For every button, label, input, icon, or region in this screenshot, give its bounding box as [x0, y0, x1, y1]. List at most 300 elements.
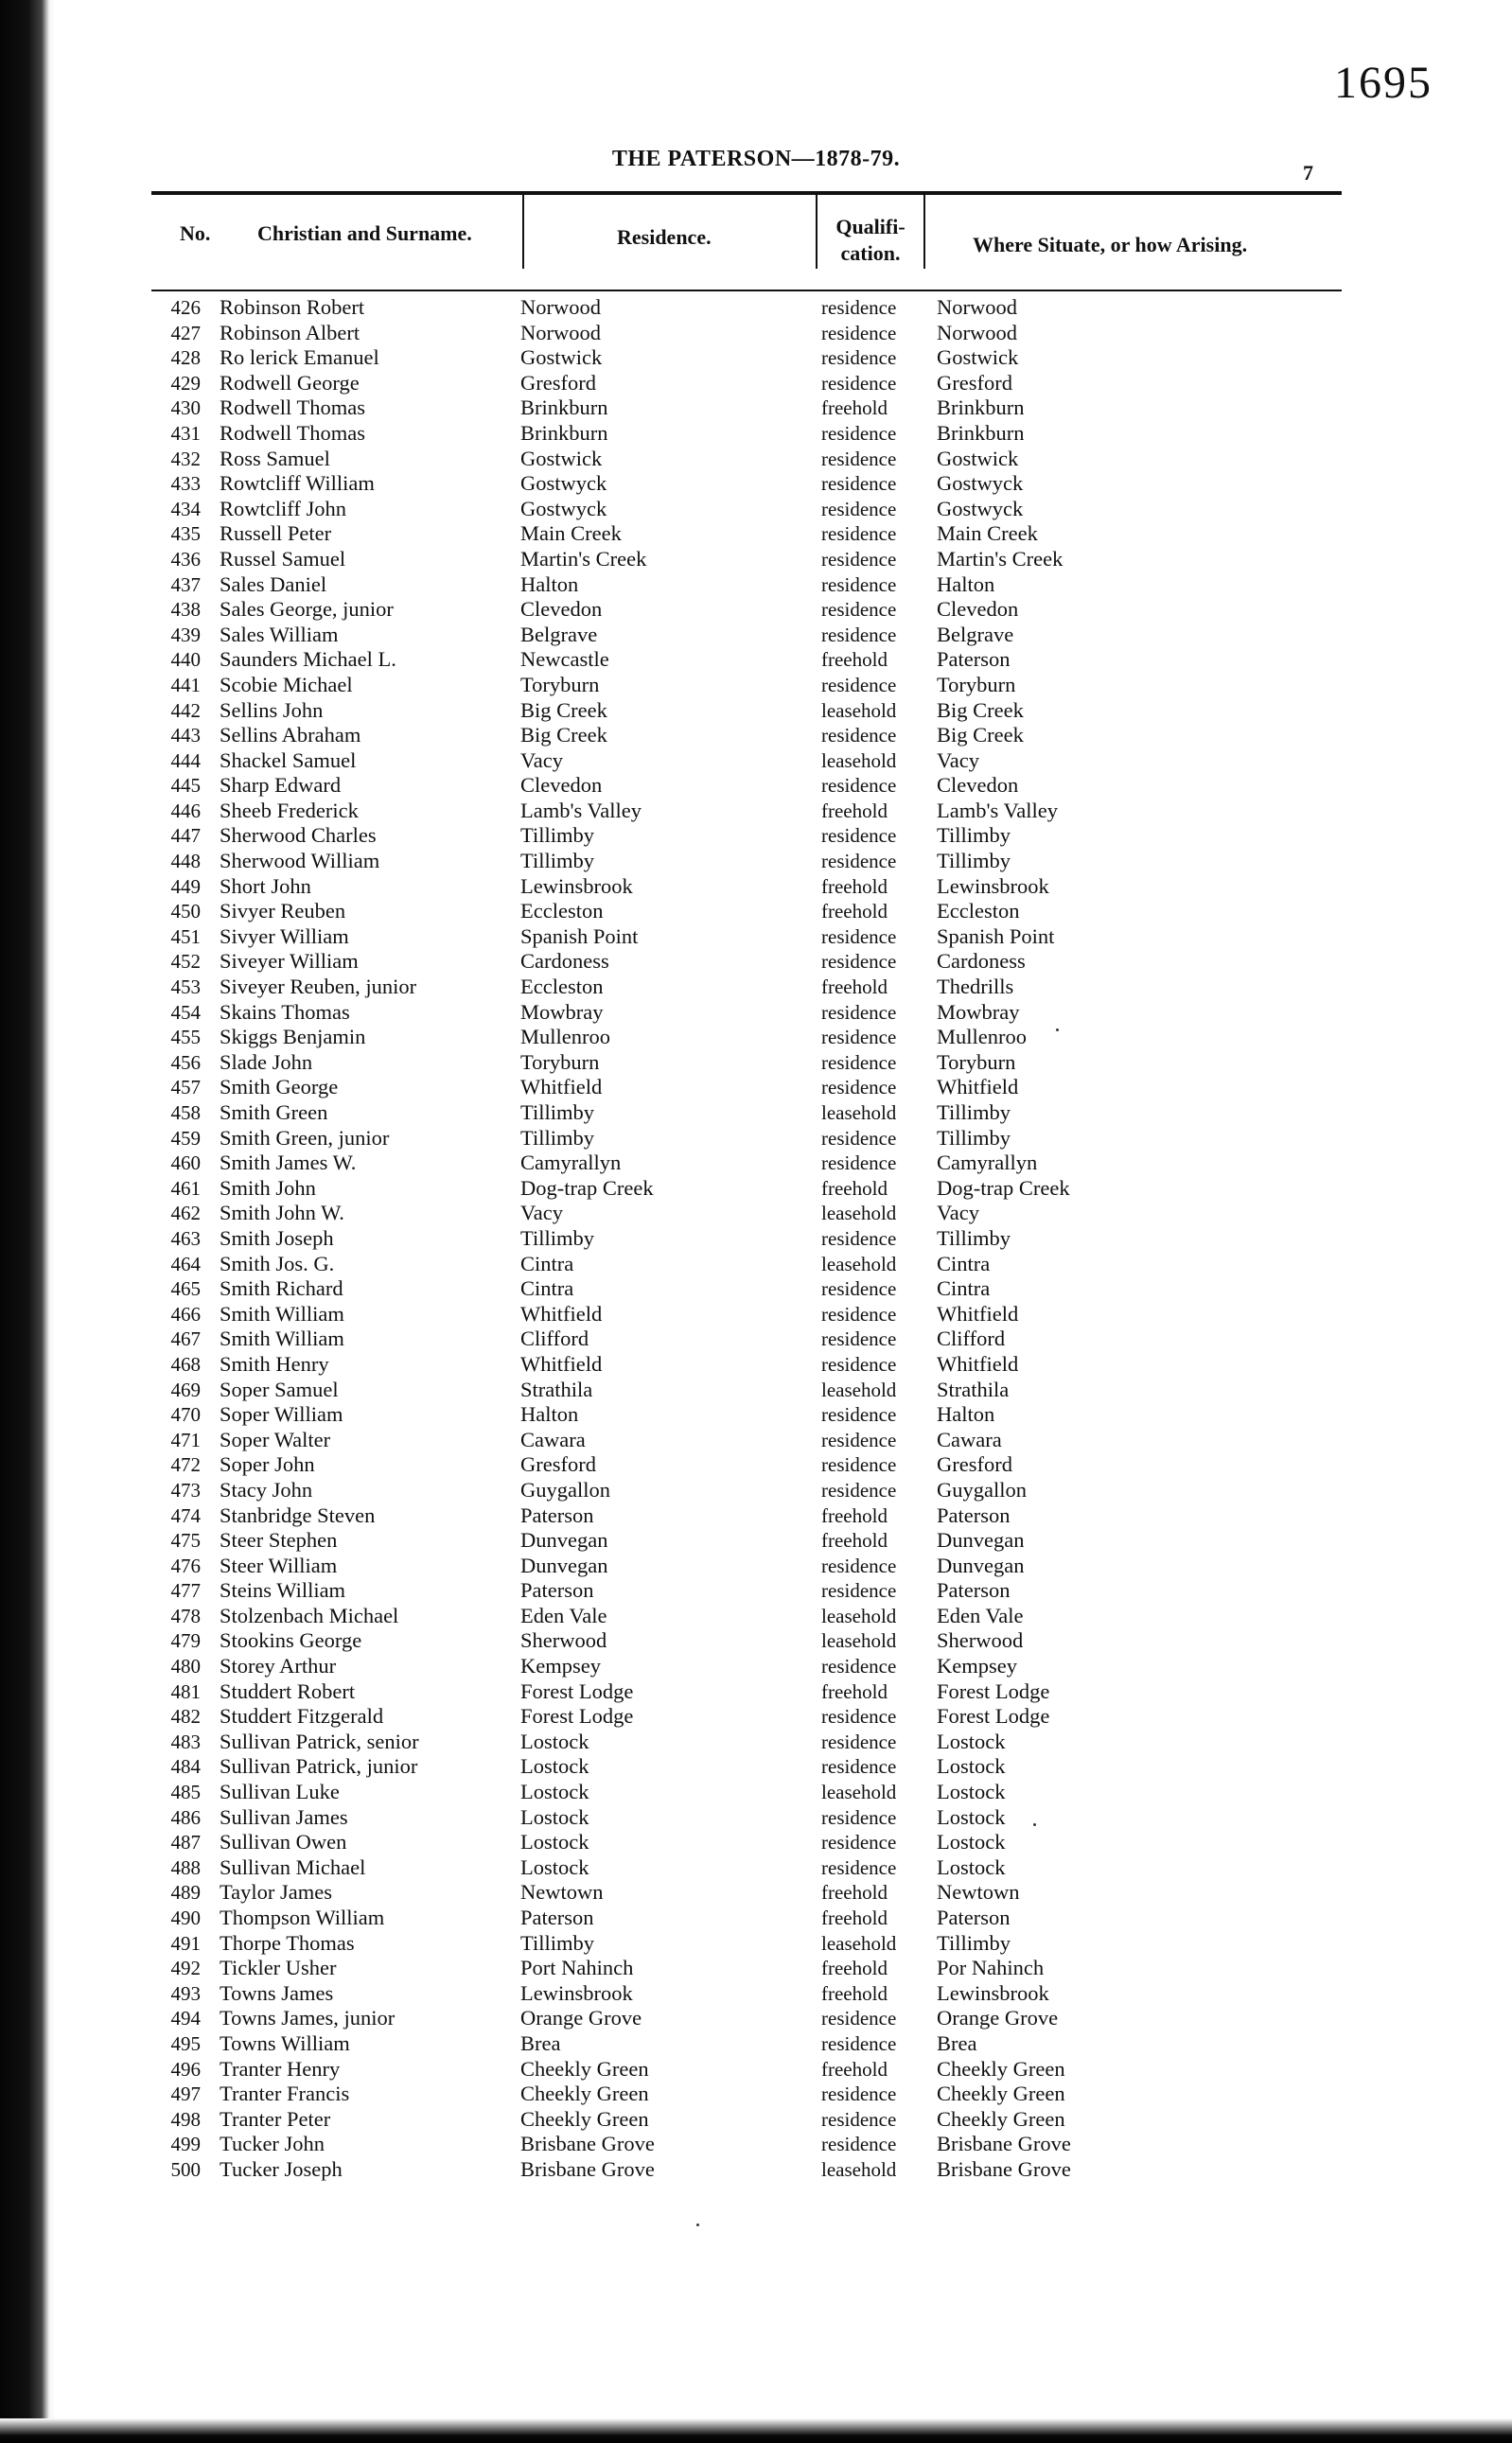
qualification: residence — [821, 2083, 897, 2106]
table-row — [151, 924, 1344, 950]
elector-name: Sales George, junior — [220, 597, 394, 622]
where-situate: Tillimby — [937, 1225, 1011, 1250]
table-row — [151, 1931, 1344, 1957]
where-situate: Eccleston — [937, 899, 1020, 923]
where-situate: Lostock — [937, 1729, 1006, 1753]
elector-residence: Kempsey — [520, 1654, 601, 1678]
entry-number: 433 — [170, 472, 201, 496]
table-row — [151, 1704, 1344, 1730]
table-row — [151, 1025, 1344, 1050]
qualification: residence — [821, 472, 897, 496]
qualification: residence — [821, 1327, 897, 1351]
where-situate: Cheekly Green — [937, 2056, 1065, 2081]
elector-name: Smith James W. — [220, 1151, 357, 1175]
table-row — [151, 823, 1344, 849]
where-situate: Dunvegan — [937, 1528, 1025, 1553]
table-row — [151, 1880, 1344, 1906]
elector-name: Tranter Peter — [220, 2106, 331, 2131]
qualification: residence — [821, 1805, 897, 1829]
table-row — [151, 371, 1344, 396]
entry-number: 473 — [170, 1478, 201, 1502]
qualification: freehold — [821, 900, 888, 923]
elector-residence: Cheekly Green — [520, 2106, 649, 2131]
elector-name: Sellins Abraham — [220, 723, 361, 747]
elector-name: Towns James — [220, 1980, 334, 2005]
elector-residence: Gostwyck — [520, 496, 607, 520]
elector-name: Rodwell George — [220, 370, 360, 395]
entry-number: 463 — [170, 1226, 201, 1250]
where-situate: Gresford — [937, 1452, 1012, 1477]
elector-name: Sullivan Owen — [220, 1830, 347, 1854]
entry-number: 470 — [170, 1403, 201, 1427]
table-row — [151, 1226, 1344, 1252]
qualification: leasehold — [821, 1202, 897, 1225]
where-situate: Spanish Point — [937, 923, 1055, 948]
elector-name: Robinson Robert — [220, 295, 365, 319]
table-row — [151, 673, 1344, 698]
header-top-rule — [151, 191, 1342, 195]
table-row — [151, 1428, 1344, 1453]
elector-name: Sullivan James — [220, 1804, 348, 1829]
qualification: freehold — [821, 1881, 888, 1905]
table-row — [151, 547, 1344, 572]
table-row — [151, 1151, 1344, 1176]
elector-residence: Tillimby — [520, 849, 594, 873]
elector-name: Soper John — [220, 1452, 315, 1477]
elector-residence: Cardoness — [520, 949, 609, 974]
scan-bottom-edge — [0, 2418, 1512, 2443]
elector-residence: Belgrave — [520, 622, 598, 646]
entry-number: 482 — [170, 1705, 201, 1729]
qualification: residence — [821, 346, 897, 370]
where-situate: Camyrallyn — [937, 1151, 1038, 1175]
where-situate: Lostock — [937, 1754, 1006, 1779]
elector-residence: Gresford — [520, 1452, 596, 1477]
where-situate: Sherwood — [937, 1628, 1024, 1653]
elector-name: Studdert Robert — [220, 1678, 356, 1703]
qualification: residence — [821, 447, 897, 470]
elector-name: Sivyer Reuben — [220, 899, 346, 923]
where-situate: Lewinsbrook — [937, 873, 1049, 898]
table-row — [151, 2031, 1344, 2057]
elector-name: Smith Green, junior — [220, 1125, 390, 1150]
where-situate: Tillimby — [937, 849, 1011, 873]
elector-residence: Cintra — [520, 1276, 574, 1301]
entry-number: 435 — [170, 522, 201, 546]
entry-number: 490 — [170, 1907, 201, 1929]
where-situate: Whitfield — [937, 1351, 1019, 1376]
where-situate: Dog-trap Creek — [937, 1175, 1070, 1200]
entry-number: 437 — [170, 572, 201, 596]
entry-number: 481 — [170, 1679, 201, 1703]
qualification: residence — [821, 547, 897, 571]
qualification: residence — [821, 1302, 897, 1326]
where-situate: Clifford — [937, 1327, 1006, 1351]
elector-residence: Forest Lodge — [520, 1678, 634, 1703]
table-row — [151, 1554, 1344, 1579]
qualification: leasehold — [821, 1629, 897, 1653]
print-speck — [1033, 1823, 1036, 1826]
entry-number: 480 — [170, 1655, 201, 1678]
elector-name: Ro lerick Emanuel — [220, 345, 379, 370]
qualification: freehold — [821, 1679, 888, 1703]
elector-residence: Guygallon — [520, 1477, 610, 1502]
elector-residence: Strathila — [520, 1377, 593, 1401]
qualification: residence — [821, 774, 897, 798]
entry-number: 456 — [170, 1050, 201, 1074]
table-row — [151, 597, 1344, 623]
where-situate: Paterson — [937, 647, 1011, 672]
elector-name: Ross Samuel — [220, 446, 330, 470]
where-situate: Cardoness — [937, 949, 1026, 974]
qualification: freehold — [821, 1907, 888, 1929]
table-row — [151, 1528, 1344, 1554]
elector-name: Smith William — [220, 1327, 344, 1351]
elector-residence: Lostock — [520, 1729, 589, 1753]
entry-number: 449 — [170, 874, 201, 898]
elector-name: Soper Walter — [220, 1427, 331, 1451]
where-situate: Eden Vale — [937, 1603, 1024, 1627]
entry-number: 493 — [170, 1981, 201, 2005]
scan-right-margin — [1503, 0, 1512, 2443]
entry-number: 442 — [170, 698, 201, 722]
table-row — [151, 1604, 1344, 1629]
qualification: residence — [821, 1755, 897, 1779]
table-row — [151, 1276, 1344, 1302]
elector-residence: Cintra — [520, 1251, 574, 1275]
entry-number: 485 — [170, 1781, 201, 1804]
entry-number: 455 — [170, 1026, 201, 1049]
entry-number: 469 — [170, 1378, 201, 1401]
elector-name: Saunders Michael L. — [220, 647, 396, 672]
entry-number: 450 — [170, 900, 201, 923]
elector-residence: Tillimby — [520, 1125, 594, 1150]
entry-number: 495 — [170, 2031, 201, 2055]
where-situate: Whitfield — [937, 1075, 1019, 1099]
elector-name: Skiggs Benjamin — [220, 1025, 366, 1049]
where-situate: Lostock — [937, 1830, 1006, 1854]
header-residence: Residence. — [617, 225, 712, 249]
table-row — [151, 1327, 1344, 1352]
entry-number: 444 — [170, 748, 201, 772]
where-situate: Halton — [937, 1402, 995, 1427]
header-bottom-rule — [151, 290, 1342, 291]
where-situate: Forest Lodge — [937, 1678, 1050, 1703]
qualification: freehold — [821, 874, 888, 898]
print-speck — [1056, 1028, 1059, 1031]
where-situate: Cintra — [937, 1276, 991, 1301]
elector-residence: Whitfield — [520, 1075, 603, 1099]
elector-residence: Cheekly Green — [520, 2082, 649, 2106]
table-row — [151, 521, 1344, 547]
table-row — [151, 1252, 1344, 1277]
table-row — [151, 975, 1344, 1000]
qualification: residence — [821, 1352, 897, 1376]
elector-residence: Forest Lodge — [520, 1704, 634, 1729]
qualification: residence — [821, 1453, 897, 1477]
entry-number: 491 — [170, 1931, 201, 1955]
elector-residence: Lostock — [520, 1804, 589, 1829]
elector-residence: Gostwick — [520, 345, 603, 370]
entry-number: 445 — [170, 774, 201, 798]
entry-number: 484 — [170, 1755, 201, 1779]
where-situate: Mowbray — [937, 999, 1020, 1024]
table-row — [151, 1201, 1344, 1226]
qualification: residence — [821, 1730, 897, 1753]
header-no: No. — [180, 221, 211, 245]
qualification: residence — [821, 824, 897, 848]
entry-number: 497 — [170, 2083, 201, 2106]
entry-number: 460 — [170, 1151, 201, 1175]
table-row — [151, 1830, 1344, 1855]
table-row — [151, 497, 1344, 522]
elector-residence: Halton — [520, 1402, 579, 1427]
elector-name: Sales Daniel — [220, 571, 327, 596]
table-row — [151, 1378, 1344, 1403]
elector-name: Sullivan Luke — [220, 1780, 340, 1804]
where-situate: Orange Grove — [937, 2006, 1059, 2030]
elector-residence: Dunvegan — [520, 1528, 608, 1553]
elector-residence: Sherwood — [520, 1628, 607, 1653]
entry-number: 446 — [170, 799, 201, 822]
entry-number: 483 — [170, 1730, 201, 1753]
elector-residence: Paterson — [520, 1578, 594, 1603]
where-situate: Lewinsbrook — [937, 1980, 1049, 2005]
entry-number: 496 — [170, 2057, 201, 2081]
table-row — [151, 1730, 1344, 1755]
table-row — [151, 1075, 1344, 1100]
elector-name: Steer Stephen — [220, 1528, 338, 1553]
elector-name: Smith Henry — [220, 1351, 329, 1376]
table-row — [151, 723, 1344, 748]
entry-number: 451 — [170, 924, 201, 948]
elector-residence: Brea — [520, 2030, 561, 2055]
where-situate: Lostock — [937, 1780, 1006, 1804]
qualification: leasehold — [821, 1781, 897, 1804]
table-row — [151, 2006, 1344, 2031]
where-situate: Thedrills — [937, 975, 1014, 999]
table-row — [151, 321, 1344, 346]
header-name: Christian and Surname. — [257, 221, 472, 245]
entry-number: 475 — [170, 1529, 201, 1553]
where-situate: Toryburn — [937, 672, 1016, 696]
where-situate: Gostwyck — [937, 471, 1024, 496]
qualification: residence — [821, 623, 897, 646]
elector-residence: Tillimby — [520, 1930, 594, 1955]
running-title: THE PATERSON—1878-79. — [611, 147, 901, 171]
table-row — [151, 1000, 1344, 1026]
elector-name: Smith Joseph — [220, 1225, 334, 1250]
elector-residence: Lewinsbrook — [520, 873, 633, 898]
elector-residence: Big Creek — [520, 697, 607, 722]
elector-residence: Lostock — [520, 1854, 589, 1879]
entry-number: 426 — [170, 296, 201, 319]
elector-residence: Eccleston — [520, 975, 604, 999]
where-situate: Gostwick — [937, 446, 1019, 470]
where-situate: Guygallon — [937, 1477, 1027, 1502]
qualification: residence — [821, 1655, 897, 1678]
entry-number: 492 — [170, 1957, 201, 1980]
entry-number: 430 — [170, 396, 201, 420]
entry-number: 429 — [170, 371, 201, 395]
elector-residence: Lamb's Valley — [520, 798, 642, 822]
elector-name: Tranter Henry — [220, 2056, 341, 2081]
where-situate: Cintra — [937, 1251, 991, 1275]
where-situate: Vacy — [937, 747, 979, 772]
elector-name: Sullivan Patrick, junior — [220, 1754, 418, 1779]
elector-name: Sales William — [220, 622, 339, 646]
elector-name: Rowtcliff William — [220, 471, 375, 496]
where-situate: Strathila — [937, 1377, 1010, 1401]
table-row — [151, 899, 1344, 924]
elector-residence: Brinkburn — [520, 420, 608, 445]
table-row — [151, 1754, 1344, 1780]
entry-number: 461 — [170, 1176, 201, 1200]
elector-residence: Spanish Point — [520, 923, 639, 948]
qualification: residence — [821, 1277, 897, 1301]
elector-residence: Dunvegan — [520, 1553, 608, 1577]
table-row — [151, 1452, 1344, 1478]
elector-residence: Tillimby — [520, 1100, 594, 1124]
table-row — [151, 1478, 1344, 1503]
qualification: leasehold — [821, 748, 897, 772]
table-row — [151, 799, 1344, 824]
elector-name: Rowtcliff John — [220, 496, 346, 520]
elector-name: Sherwood William — [220, 849, 380, 873]
elector-name: Tucker Joseph — [220, 2156, 343, 2181]
table-row — [151, 1628, 1344, 1654]
entry-number: 441 — [170, 673, 201, 696]
where-situate: Big Creek — [937, 723, 1024, 747]
elector-name: Smith Green — [220, 1100, 328, 1124]
entry-number: 498 — [170, 2107, 201, 2131]
scan-binding-shadow — [0, 0, 55, 2443]
table-row — [151, 1679, 1344, 1705]
elector-name: Smith William — [220, 1301, 344, 1326]
where-situate: Clevedon — [937, 773, 1019, 798]
entry-number: 443 — [170, 724, 201, 747]
elector-residence: Main Creek — [520, 521, 622, 546]
where-situate: Kempsey — [937, 1654, 1017, 1678]
qualification: leasehold — [821, 1604, 897, 1627]
elector-residence: Eccleston — [520, 899, 604, 923]
table-row — [151, 1855, 1344, 1881]
entry-number: 477 — [170, 1579, 201, 1603]
qualification: residence — [821, 1000, 897, 1024]
elector-residence: Cheekly Green — [520, 2056, 649, 2081]
where-situate: Brea — [937, 2030, 977, 2055]
where-situate: Gostwick — [937, 345, 1019, 370]
header-qualification: Qualifi- cation. — [835, 215, 905, 265]
table-row — [151, 2057, 1344, 2083]
table-row — [151, 295, 1344, 321]
where-situate: Tillimby — [937, 823, 1011, 848]
header-where: Where Situate, or how Arising. — [973, 233, 1248, 256]
qualification: residence — [821, 950, 897, 974]
table-row — [151, 395, 1344, 421]
table-row — [151, 1780, 1344, 1805]
elector-name: Taylor James — [220, 1880, 333, 1905]
elector-name: Sharp Edward — [220, 773, 342, 798]
qualification: freehold — [821, 1981, 888, 2005]
where-situate: Brinkburn — [937, 420, 1025, 445]
qualification: freehold — [821, 1529, 888, 1553]
where-situate: Cheekly Green — [937, 2082, 1065, 2106]
entry-number: 434 — [170, 497, 201, 520]
where-situate: Gostwyck — [937, 496, 1024, 520]
elector-name: Slade John — [220, 1049, 313, 1074]
qualification: residence — [821, 2007, 897, 2030]
qualification: residence — [821, 673, 897, 696]
elector-name: Smith John — [220, 1175, 316, 1200]
table-row — [151, 1578, 1344, 1604]
entry-number: 453 — [170, 975, 201, 999]
elector-residence: Big Creek — [520, 723, 607, 747]
elector-residence: Gresford — [520, 370, 596, 395]
entry-number: 462 — [170, 1202, 201, 1225]
elector-residence: Vacy — [520, 747, 563, 772]
where-situate: Whitfield — [937, 1301, 1019, 1326]
where-situate: Lamb's Valley — [937, 798, 1058, 822]
table-row — [151, 1126, 1344, 1151]
elector-name: Tranter Francis — [220, 2082, 350, 2106]
elector-residence: Clevedon — [520, 773, 603, 798]
page-number: 1695 — [1334, 58, 1433, 108]
elector-residence: Lostock — [520, 1754, 589, 1779]
entry-number: 474 — [170, 1503, 201, 1527]
where-situate: Gresford — [937, 370, 1012, 395]
where-situate: Lostock — [937, 1804, 1006, 1829]
table-row — [151, 1981, 1344, 2007]
elector-name: Smith John W. — [220, 1201, 344, 1225]
table-row — [151, 1100, 1344, 1126]
entry-number: 472 — [170, 1453, 201, 1477]
table-row — [151, 421, 1344, 447]
where-situate: Paterson — [937, 1906, 1011, 1929]
where-situate: Cawara — [937, 1427, 1002, 1451]
entry-number: 471 — [170, 1428, 201, 1451]
elector-residence: Dog-trap Creek — [520, 1175, 654, 1200]
table-row — [151, 345, 1344, 371]
elector-name: Tucker John — [220, 2132, 325, 2156]
qualification: residence — [821, 2031, 897, 2055]
elector-name: Skains Thomas — [220, 999, 350, 1024]
where-situate: Brisbane Grove — [937, 2156, 1071, 2181]
qualification: residence — [821, 850, 897, 873]
elector-name: Smith George — [220, 1075, 339, 1099]
elector-residence: Tillimby — [520, 823, 594, 848]
qualification: freehold — [821, 1957, 888, 1980]
qualification: residence — [821, 1855, 897, 1879]
column-separator — [522, 195, 524, 269]
elector-name: Soper William — [220, 1402, 343, 1427]
elector-name: Studdert Fitzgerald — [220, 1704, 384, 1729]
entry-number: 499 — [170, 2133, 201, 2156]
entry-number: 466 — [170, 1302, 201, 1326]
qualification: residence — [821, 1126, 897, 1150]
elector-residence: Gostwyck — [520, 471, 607, 496]
qualification: residence — [821, 522, 897, 546]
entry-number: 486 — [170, 1805, 201, 1829]
elector-residence: Vacy — [520, 1201, 563, 1225]
where-situate: Main Creek — [937, 521, 1038, 546]
table-row — [151, 1654, 1344, 1679]
elector-name: Stanbridge Steven — [220, 1503, 376, 1527]
elector-residence: Lostock — [520, 1780, 589, 1804]
table-row — [151, 748, 1344, 774]
table-row — [151, 447, 1344, 472]
elector-name: Storey Arthur — [220, 1654, 337, 1678]
